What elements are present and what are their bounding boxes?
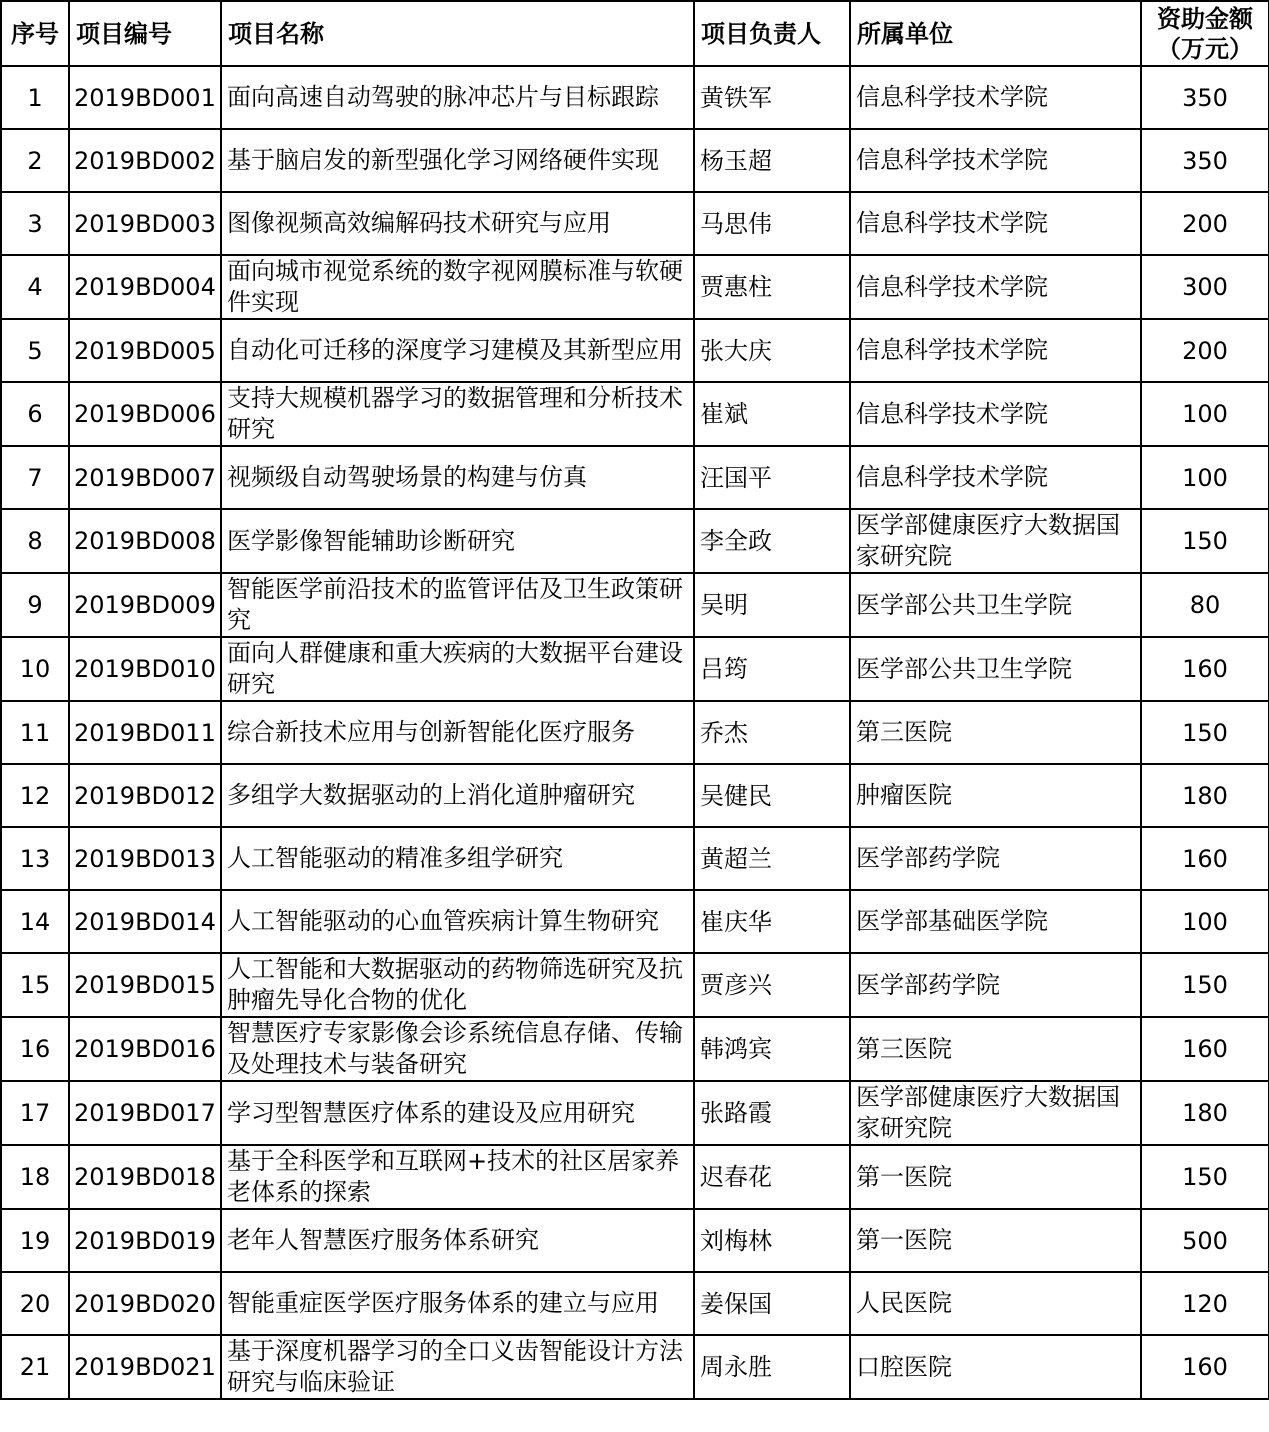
- cell-project-name: 综合新技术应用与创新智能化医疗服务: [221, 701, 694, 764]
- table-row: [1, 1081, 1269, 1145]
- cell-seq: 2: [1, 129, 69, 192]
- cell-project-leader: 杨玉超: [694, 129, 850, 192]
- cell-project-code: 2019BD016: [69, 1017, 221, 1081]
- table-row: [1, 66, 1269, 129]
- cell-project-leader: 汪国平: [694, 446, 850, 509]
- table-row: [1, 382, 1269, 446]
- cell-project-leader: 迟春花: [694, 1145, 850, 1209]
- cell-seq: 12: [1, 764, 69, 827]
- cell-seq: 11: [1, 701, 69, 764]
- table-row: [1, 764, 1269, 827]
- cell-project-code: 2019BD008: [69, 509, 221, 573]
- cell-affiliation: 医学部药学院: [850, 953, 1141, 1017]
- cell-project-leader: 吴健民: [694, 764, 850, 827]
- header-seq: 序号: [1, 1, 69, 66]
- cell-affiliation: 信息科学技术学院: [850, 66, 1141, 129]
- cell-affiliation: 人民医院: [850, 1272, 1141, 1335]
- cell-affiliation: 信息科学技术学院: [850, 255, 1141, 319]
- cell-seq: 17: [1, 1081, 69, 1145]
- cell-funding-amount: 200: [1141, 192, 1269, 255]
- cell-project-name: 面向城市视觉系统的数字视网膜标准与软硬件实现: [221, 255, 694, 319]
- cell-project-name: 人工智能驱动的精准多组学研究: [221, 827, 694, 890]
- header-amount: [1141, 1, 1269, 66]
- cell-seq: 10: [1, 637, 69, 701]
- header-leader: 项目负责人: [694, 1, 850, 66]
- header-name: 项目名称: [221, 1, 694, 66]
- header-unit: 所属单位: [850, 1, 1141, 66]
- cell-project-leader: 张大庆: [694, 319, 850, 382]
- cell-seq: 4: [1, 255, 69, 319]
- cell-funding-amount: 100: [1141, 382, 1269, 446]
- cell-project-leader: 乔杰: [694, 701, 850, 764]
- cell-project-code: 2019BD009: [69, 573, 221, 637]
- cell-funding-amount: 80: [1141, 573, 1269, 637]
- cell-project-name: 学习型智慧医疗体系的建设及应用研究: [221, 1081, 694, 1145]
- cell-project-code: 2019BD020: [69, 1272, 221, 1335]
- cell-project-code: 2019BD004: [69, 255, 221, 319]
- cell-affiliation: 信息科学技术学院: [850, 129, 1141, 192]
- cell-project-name: 基于全科医学和互联网+技术的社区居家养老体系的探索: [221, 1145, 694, 1209]
- cell-project-name: 智能重症医学医疗服务体系的建立与应用: [221, 1272, 694, 1335]
- cell-funding-amount: 200: [1141, 319, 1269, 382]
- cell-project-name: 人工智能和大数据驱动的药物筛选研究及抗肿瘤先导化合物的优化: [221, 953, 694, 1017]
- table-row: [1, 701, 1269, 764]
- cell-project-code: 2019BD019: [69, 1209, 221, 1272]
- cell-funding-amount: 500: [1141, 1209, 1269, 1272]
- cell-affiliation: 信息科学技术学院: [850, 382, 1141, 446]
- header-code: 项目编号: [69, 1, 221, 66]
- cell-funding-amount: 150: [1141, 509, 1269, 573]
- cell-project-code: 2019BD010: [69, 637, 221, 701]
- cell-project-name: 自动化可迁移的深度学习建模及其新型应用: [221, 319, 694, 382]
- cell-funding-amount: 150: [1141, 701, 1269, 764]
- table-row: [1, 192, 1269, 255]
- cell-affiliation: 医学部公共卫生学院: [850, 573, 1141, 637]
- table-row: [1, 1209, 1269, 1272]
- cell-project-leader: 张路霞: [694, 1081, 850, 1145]
- table-row: [1, 255, 1269, 319]
- cell-project-code: 2019BD018: [69, 1145, 221, 1209]
- cell-seq: 15: [1, 953, 69, 1017]
- cell-project-code: 2019BD005: [69, 319, 221, 382]
- cell-project-leader: 姜保国: [694, 1272, 850, 1335]
- cell-funding-amount: 100: [1141, 446, 1269, 509]
- cell-project-name: 面向高速自动驾驶的脉冲芯片与目标跟踪: [221, 66, 694, 129]
- cell-affiliation: 医学部健康医疗大数据国家研究院: [850, 1081, 1141, 1145]
- cell-seq: 1: [1, 66, 69, 129]
- cell-seq: 6: [1, 382, 69, 446]
- table-row: [1, 446, 1269, 509]
- cell-project-leader: 崔庆华: [694, 890, 850, 953]
- cell-project-leader: 吕筠: [694, 637, 850, 701]
- cell-project-name: 图像视频高效编解码技术研究与应用: [221, 192, 694, 255]
- table-row: [1, 1145, 1269, 1209]
- table-row: [1, 827, 1269, 890]
- cell-affiliation: 肿瘤医院: [850, 764, 1141, 827]
- table-row: [1, 953, 1269, 1017]
- table-row: [1, 637, 1269, 701]
- table-row: [1, 319, 1269, 382]
- cell-affiliation: 医学部健康医疗大数据国家研究院: [850, 509, 1141, 573]
- cell-project-code: 2019BD021: [69, 1335, 221, 1399]
- cell-project-name: 视频级自动驾驶场景的构建与仿真: [221, 446, 694, 509]
- cell-project-leader: 吴明: [694, 573, 850, 637]
- cell-project-leader: 李全政: [694, 509, 850, 573]
- cell-affiliation: 医学部公共卫生学院: [850, 637, 1141, 701]
- cell-seq: 21: [1, 1335, 69, 1399]
- cell-funding-amount: 160: [1141, 637, 1269, 701]
- cell-affiliation: 信息科学技术学院: [850, 446, 1141, 509]
- cell-seq: 20: [1, 1272, 69, 1335]
- cell-affiliation: 第一医院: [850, 1145, 1141, 1209]
- table-row: [1, 890, 1269, 953]
- cell-project-leader: 黄铁军: [694, 66, 850, 129]
- cell-project-leader: 贾彦兴: [694, 953, 850, 1017]
- cell-funding-amount: 180: [1141, 764, 1269, 827]
- cell-funding-amount: 350: [1141, 129, 1269, 192]
- cell-project-name: 支持大规模机器学习的数据管理和分析技术研究: [221, 382, 694, 446]
- cell-funding-amount: 150: [1141, 953, 1269, 1017]
- cell-funding-amount: 180: [1141, 1081, 1269, 1145]
- cell-project-leader: 刘梅林: [694, 1209, 850, 1272]
- cell-seq: 19: [1, 1209, 69, 1272]
- cell-seq: 14: [1, 890, 69, 953]
- cell-project-name: 面向人群健康和重大疾病的大数据平台建设研究: [221, 637, 694, 701]
- cell-affiliation: 第三医院: [850, 1017, 1141, 1081]
- cell-project-name: 智慧医疗专家影像会诊系统信息存储、传输及处理技术与装备研究: [221, 1017, 694, 1081]
- table-row: [1, 1017, 1269, 1081]
- cell-seq: 8: [1, 509, 69, 573]
- table-row: [1, 509, 1269, 573]
- cell-project-code: 2019BD001: [69, 66, 221, 129]
- table-header-row: [1, 1, 1269, 66]
- cell-project-code: 2019BD003: [69, 192, 221, 255]
- cell-project-name: 老年人智慧医疗服务体系研究: [221, 1209, 694, 1272]
- cell-funding-amount: 160: [1141, 827, 1269, 890]
- cell-project-leader: 马思伟: [694, 192, 850, 255]
- cell-affiliation: 医学部药学院: [850, 827, 1141, 890]
- cell-funding-amount: 100: [1141, 890, 1269, 953]
- cell-project-name: 智能医学前沿技术的监管评估及卫生政策研究: [221, 573, 694, 637]
- cell-funding-amount: 150: [1141, 1145, 1269, 1209]
- cell-seq: 13: [1, 827, 69, 890]
- cell-affiliation: 口腔医院: [850, 1335, 1141, 1399]
- cell-seq: 16: [1, 1017, 69, 1081]
- cell-funding-amount: 160: [1141, 1335, 1269, 1399]
- cell-seq: 5: [1, 319, 69, 382]
- cell-project-name: 医学影像智能辅助诊断研究: [221, 509, 694, 573]
- cell-project-leader: 周永胜: [694, 1335, 850, 1399]
- cell-affiliation: 信息科学技术学院: [850, 192, 1141, 255]
- table-row: [1, 573, 1269, 637]
- table-row: [1, 1335, 1269, 1399]
- cell-project-code: 2019BD006: [69, 382, 221, 446]
- cell-affiliation: 第三医院: [850, 701, 1141, 764]
- cell-funding-amount: 300: [1141, 255, 1269, 319]
- cell-project-leader: 韩鸿宾: [694, 1017, 850, 1081]
- cell-affiliation: 第一医院: [850, 1209, 1141, 1272]
- cell-affiliation: 信息科学技术学院: [850, 319, 1141, 382]
- cell-funding-amount: 160: [1141, 1017, 1269, 1081]
- cell-project-name: 多组学大数据驱动的上消化道肿瘤研究: [221, 764, 694, 827]
- cell-seq: 9: [1, 573, 69, 637]
- cell-project-code: 2019BD002: [69, 129, 221, 192]
- cell-affiliation: 医学部基础医学院: [850, 890, 1141, 953]
- cell-project-code: 2019BD013: [69, 827, 221, 890]
- cell-project-code: 2019BD015: [69, 953, 221, 1017]
- header-amount-line2: （万元）: [1157, 34, 1253, 63]
- cell-project-name: 基于脑启发的新型强化学习网络硬件实现: [221, 129, 694, 192]
- cell-project-code: 2019BD017: [69, 1081, 221, 1145]
- cell-project-code: 2019BD007: [69, 446, 221, 509]
- header-amount-line1: 资助金额: [1157, 4, 1253, 33]
- cell-project-leader: 崔斌: [694, 382, 850, 446]
- cell-project-name: 人工智能驱动的心血管疾病计算生物研究: [221, 890, 694, 953]
- cell-funding-amount: 120: [1141, 1272, 1269, 1335]
- cell-funding-amount: 350: [1141, 66, 1269, 129]
- cell-project-leader: 贾惠柱: [694, 255, 850, 319]
- table-row: [1, 1272, 1269, 1335]
- cell-project-code: 2019BD011: [69, 701, 221, 764]
- cell-project-code: 2019BD014: [69, 890, 221, 953]
- cell-project-leader: 黄超兰: [694, 827, 850, 890]
- cell-seq: 7: [1, 446, 69, 509]
- cell-seq: 3: [1, 192, 69, 255]
- cell-project-code: 2019BD012: [69, 764, 221, 827]
- table-row: [1, 129, 1269, 192]
- cell-project-name: 基于深度机器学习的全口义齿智能设计方法研究与临床验证: [221, 1335, 694, 1399]
- cell-seq: 18: [1, 1145, 69, 1209]
- table-body: [1, 66, 1269, 1399]
